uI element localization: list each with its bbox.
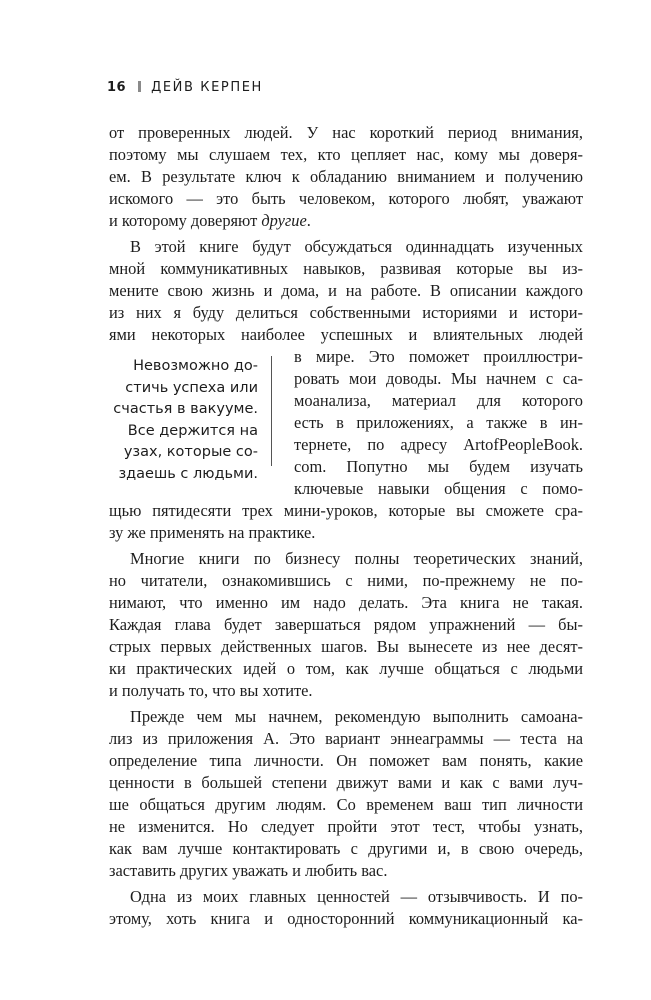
text-line: мной коммуникативных навыков, развивая которые вы из- [109, 259, 583, 278]
pull-quote-line: Все держится на [127, 422, 258, 439]
running-head [107, 80, 263, 95]
pull-quote-line: стичь успеха или [125, 379, 258, 396]
author-name: ДЕЙВ КЕРПЕН [151, 80, 263, 95]
text-line: мените свою жизнь и дома, и на работе. В описании каждого [109, 281, 583, 300]
text-line: Одна из моих главных ценностей — отзывчивость. И по- [130, 887, 583, 906]
pull-quote-line: здаешь с людьми. [118, 465, 258, 482]
text-line: заставить других уважать и любить вас. [109, 861, 388, 880]
text-line: ше общаться другим людям. Со временем ваш тип личности [109, 795, 583, 814]
text-line: ки практических идей о том, как лучше общаться с людьми [109, 659, 583, 678]
pull-quote-line: Невозможно до- [133, 358, 258, 374]
text-line: зу же применять на практике. [109, 523, 316, 542]
text-line: как вам лучше контактировать с другими и, в свою очередь, [109, 839, 583, 858]
text-line: щью пятидесяти трех мини-уроков, которые вы сможете сра- [109, 501, 583, 520]
text-line: и получать то, что вы хотите. [109, 681, 313, 700]
text-line: com. Попутно мы будем изучать [294, 457, 583, 476]
text-line: Каждая глава будет завершаться рядом упражнений — бы- [109, 615, 583, 634]
text-line: этому, хоть книга и односторонний коммуникационный ка- [109, 909, 583, 928]
text-line: но читатели, ознакомившись с ними, по-прежнему не по- [109, 571, 583, 590]
text-line: лиз из приложения А. Это вариант эннеаграммы — теста на [109, 729, 583, 748]
pull-quote [109, 356, 258, 485]
text-line: в мире. Это поможет проиллюстри- [294, 347, 583, 366]
text-line: В этой книге будут обсуждаться одиннадцать изученных [130, 237, 583, 256]
text-fragment: и которому доверяют [109, 211, 262, 230]
text-line: ями некоторых наиболее успешных и влиятельных людей [109, 325, 583, 344]
text-line: от проверенных людей. У нас короткий период внимания, [109, 123, 583, 142]
pull-quote-rule [271, 356, 272, 466]
pull-quote-line: узах, которые со- [123, 444, 258, 460]
text-line: нимают, что именно им надо делать. Эта книга не такая. [109, 593, 583, 612]
text-fragment: . [306, 211, 311, 230]
text-line: Прежде чем мы начнем, рекомендую выполнить самоана- [130, 707, 583, 726]
text-line: не изменится. Но следует пройти этот тест, чтобы узнать, [109, 817, 583, 836]
text-line [109, 210, 583, 232]
text-line: ключевые навыки общения с помо- [294, 479, 583, 498]
page-number: 16 [107, 80, 127, 95]
text-line: Многие книги по бизнесу полны теоретических знаний, [130, 549, 583, 568]
text-line: из них я буду делиться собственными историями и истори- [109, 303, 583, 322]
text-line: ровать мои доводы. Мы начнем с са- [294, 369, 583, 388]
emphasized-word: другие [261, 211, 307, 230]
text-line: ценности в большей степени движут вами и как с вами луч- [109, 773, 583, 792]
text-line: определение типа личности. Он поможет вам понять, какие [109, 751, 583, 770]
text-line: моанализа, материал для которого [294, 391, 583, 410]
text-line: стрых первых действенных шагов. Вы вынесете из нее десят- [109, 637, 583, 656]
text-line: тернете, по адресу ArtofPeopleBook. [294, 435, 583, 454]
text-line: искомого — это быть человеком, которого любят, уважают [109, 189, 583, 208]
text-line: поэтому мы слушаем тех, кто цепляет нас, кому мы доверя- [109, 145, 583, 164]
text-line: есть в приложениях, а также в ин- [294, 413, 583, 432]
header-separator [138, 81, 141, 92]
pull-quote-line: счастья в вакууме. [113, 401, 258, 417]
text-line: ем. В результате ключ к обладанию вниманием и получению [109, 167, 583, 186]
